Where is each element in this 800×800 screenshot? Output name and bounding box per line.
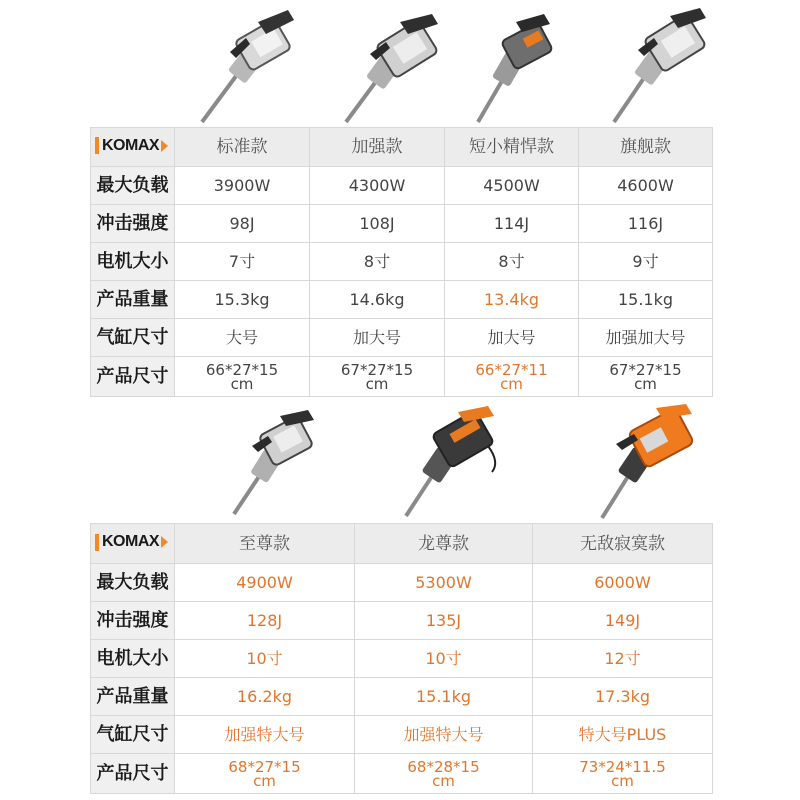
row-label: 冲击强度 — [91, 602, 175, 640]
table-row-weight — [91, 678, 713, 716]
table-cell-highlight: 128J — [175, 602, 355, 640]
table-cell: 15.1kg — [579, 281, 713, 319]
product-image-standard — [196, 8, 306, 126]
model-header: 标准款 — [175, 128, 310, 167]
table-cell: 7寸 — [175, 243, 310, 281]
product-image-invincible — [598, 404, 702, 522]
spec-table-2 — [90, 523, 713, 794]
row-label: 产品尺寸 — [91, 754, 175, 794]
table-cell-highlight — [355, 754, 533, 794]
table-row-motor-size — [91, 640, 713, 678]
table-row-weight — [91, 281, 713, 319]
table-cell: 108J — [310, 205, 445, 243]
table-cell: 98J — [175, 205, 310, 243]
table-row-max-load — [91, 564, 713, 602]
dimension-value: 66*27*11 — [475, 360, 548, 379]
table-cell: 加大号 — [310, 319, 445, 357]
table-cell: 4300W — [310, 167, 445, 205]
table-cell-highlight: 17.3kg — [533, 678, 713, 716]
table-cell-highlight — [445, 357, 579, 397]
table-header-row — [91, 128, 713, 167]
dimension-unit: cm — [230, 374, 254, 393]
table-row-cylinder-size — [91, 319, 713, 357]
jackhammer-icon — [406, 406, 495, 516]
table-cell: 4600W — [579, 167, 713, 205]
table-cell-highlight: 6000W — [533, 564, 713, 602]
dimension-unit: cm — [365, 374, 389, 393]
table-cell: 加大号 — [445, 319, 579, 357]
jackhammer-icon — [202, 10, 294, 122]
table-cell-highlight: 4900W — [175, 564, 355, 602]
row-label: 最大负载 — [91, 564, 175, 602]
table-cell-highlight: 149J — [533, 602, 713, 640]
table-cell-highlight: 12寸 — [533, 640, 713, 678]
row-label: 气缸尺寸 — [91, 319, 175, 357]
dimension-value: 73*24*11.5 — [579, 757, 666, 776]
table-cell-highlight — [533, 754, 713, 794]
table-row-dimensions — [91, 357, 713, 397]
row-label: 电机大小 — [91, 243, 175, 281]
product-image-dragon — [400, 406, 504, 520]
table-header-row — [91, 524, 713, 564]
table-row-impact-energy — [91, 602, 713, 640]
table-cell: 4500W — [445, 167, 579, 205]
dimension-unit: cm — [611, 771, 634, 790]
jackhammer-icon — [234, 410, 314, 514]
row-label: 气缸尺寸 — [91, 716, 175, 754]
jackhammer-icon — [346, 14, 438, 122]
table-cell-highlight: 15.1kg — [355, 678, 533, 716]
dimension-unit: cm — [432, 771, 455, 790]
row-label: 产品重量 — [91, 281, 175, 319]
product-image-supreme — [228, 410, 320, 518]
brand-logo: KOMAX — [91, 128, 175, 167]
model-header: 旗舰款 — [579, 128, 713, 167]
row-label: 最大负载 — [91, 167, 175, 205]
table-cell-highlight: 加强特大号 — [175, 716, 355, 754]
jackhammer-icon — [602, 404, 694, 518]
table-cell: 加强加大号 — [579, 319, 713, 357]
table-cell: 15.3kg — [175, 281, 310, 319]
table-cell — [175, 357, 310, 397]
table-cell-highlight: 10寸 — [355, 640, 533, 678]
table-cell: 9寸 — [579, 243, 713, 281]
table-row-impact-energy — [91, 205, 713, 243]
table-cell-highlight: 10寸 — [175, 640, 355, 678]
spec-table-1 — [90, 127, 713, 397]
table-cell-highlight: 加强特大号 — [355, 716, 533, 754]
table-cell-highlight: 13.4kg — [445, 281, 579, 319]
model-header: 短小精悍款 — [445, 128, 579, 167]
row-label: 电机大小 — [91, 640, 175, 678]
table-cell-highlight: 5300W — [355, 564, 533, 602]
table-cell — [579, 357, 713, 397]
table-row-cylinder-size — [91, 716, 713, 754]
table-cell: 大号 — [175, 319, 310, 357]
dimension-unit: cm — [634, 374, 657, 393]
table-cell-highlight: 135J — [355, 602, 533, 640]
dimension-value: 67*27*15 — [609, 360, 682, 379]
model-header: 龙尊款 — [355, 524, 533, 564]
row-label: 产品尺寸 — [91, 357, 175, 397]
table-row-motor-size — [91, 243, 713, 281]
table-cell-highlight: 特大号PLUS — [533, 716, 713, 754]
table-row-max-load — [91, 167, 713, 205]
table-cell-highlight — [175, 754, 355, 794]
table-cell: 8寸 — [310, 243, 445, 281]
product-image-flagship — [608, 8, 718, 126]
table-cell: 14.6kg — [310, 281, 445, 319]
product-image-reinforced — [340, 14, 450, 126]
dimension-value: 67*27*15 — [340, 360, 414, 379]
jackhammer-icon — [478, 14, 553, 122]
jackhammer-icon — [614, 8, 706, 122]
dimension-value: 68*27*15 — [228, 757, 301, 776]
table-cell-highlight: 16.2kg — [175, 678, 355, 716]
table-cell — [310, 357, 445, 397]
row-label: 产品重量 — [91, 678, 175, 716]
row-label: 冲击强度 — [91, 205, 175, 243]
table-cell: 3900W — [175, 167, 310, 205]
model-header: 至尊款 — [175, 524, 355, 564]
model-header: 无敌寂寞款 — [533, 524, 713, 564]
model-header: 加强款 — [310, 128, 445, 167]
dimension-value: 66*27*15 — [205, 360, 279, 379]
product-image-compact — [472, 14, 562, 126]
brand-logo: KOMAX — [91, 524, 175, 564]
table-row-dimensions — [91, 754, 713, 794]
dimension-unit: cm — [253, 771, 276, 790]
table-cell: 116J — [579, 205, 713, 243]
table-cell: 114J — [445, 205, 579, 243]
table-cell: 8寸 — [445, 243, 579, 281]
dimension-unit: cm — [500, 374, 523, 393]
dimension-value: 68*28*15 — [407, 757, 480, 776]
